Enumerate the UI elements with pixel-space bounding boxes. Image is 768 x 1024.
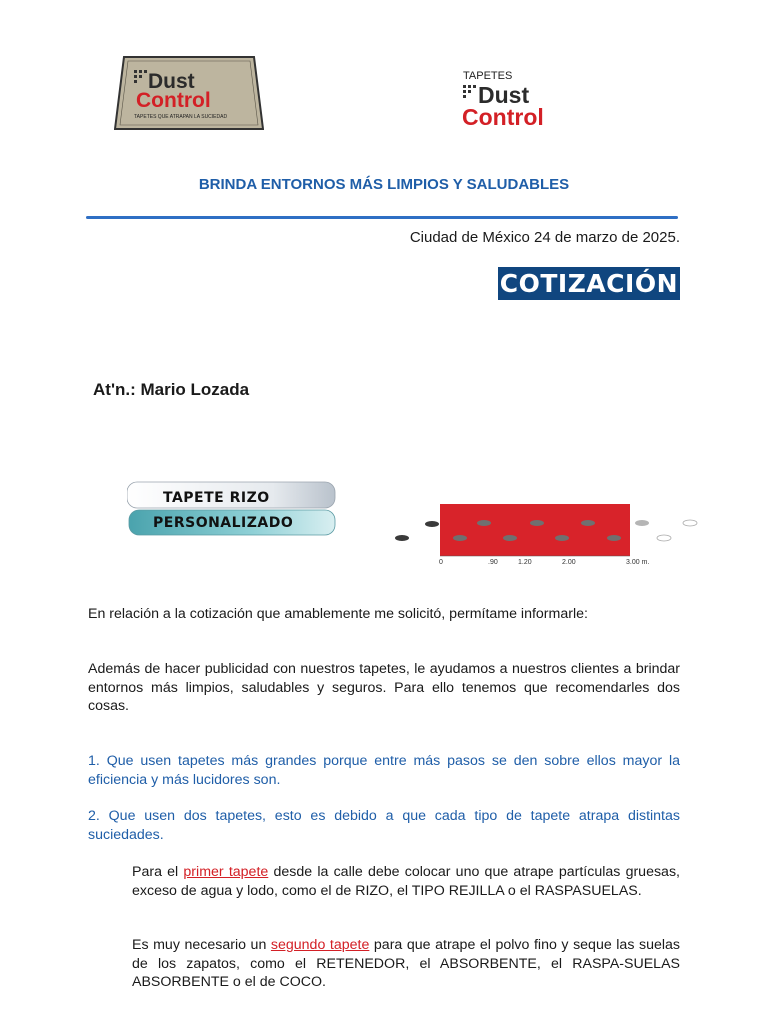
mat-footsteps-diagram: [392, 498, 704, 570]
svg-text:TAPETES: TAPETES: [463, 70, 513, 82]
document-type-badge: COTIZACIÓN: [499, 269, 678, 298]
document-date: Ciudad de México 24 de marzo de 2025.: [409, 229, 680, 246]
recommendation-1: 1. Que usen tapetes más grandes porque entre más pasos se den sobre ellos mayor la eficiencia y más lucidores son.: [88, 753, 680, 788]
svg-text:Control: Control: [136, 89, 211, 112]
first-mat-paragraph: Para el primer tapete desde la calle debe colocar uno que atrape partículas gruesas, exceso de agua y lodo, como el de RIZO, el TIPO REJILLA o el RASPASUELAS.: [132, 864, 680, 899]
intro-paragraph: En relación a la cotización que amablemente me solicitó, permítame informarle:: [88, 606, 588, 622]
svg-text:Dust: Dust: [148, 70, 195, 93]
svg-text:3.00 m.: 3.00 m.: [626, 559, 650, 566]
tapetes-dust-control-logo: [460, 68, 580, 130]
headline: BRINDA ENTORNOS MÁS LIMPIOS Y SALUDABLES: [198, 176, 570, 193]
product-banner: [127, 480, 339, 538]
svg-text:0: 0: [439, 559, 443, 566]
recommendation-2: 2. Que usen dos tapetes, esto es debido a que cada tipo de tapete atrapa distintas suciedades.: [88, 808, 680, 843]
svg-text:Control: Control: [462, 104, 544, 130]
svg-text:Dust: Dust: [478, 82, 530, 108]
svg-text:.90: .90: [488, 559, 498, 566]
paragraph-benefits: Además de hacer publicidad con nuestros tapetes, le ayudamos a nuestros clientes a brindar entornos más limpios, saludables y seguros. Para ello tenemos que recomendarles dos cosas.: [88, 661, 680, 714]
svg-text:PERSONALIZADO: PERSONALIZADO: [153, 515, 294, 531]
svg-text:TAPETE RIZO: TAPETE RIZO: [163, 490, 270, 506]
svg-text:2.00: 2.00: [562, 559, 576, 566]
svg-text:TAPETES QUE ATRAPAN LA SUCIEDA: TAPETES QUE ATRAPAN LA SUCIEDAD: [134, 114, 228, 120]
svg-text:1.20: 1.20: [518, 559, 532, 566]
recipient: At'n.: Mario Lozada: [93, 380, 250, 399]
second-mat-paragraph: Es muy necesario un segundo tapete para que atrape el polvo fino y seque las suelas de los zapatos, como el RETENEDOR, el ABSORBENTE, el RASPA-SUELAS ABSORBENTE o el de COCO.: [132, 937, 680, 990]
header-divider: [86, 216, 678, 219]
first-mat-link[interactable]: primer tapete: [183, 864, 269, 880]
dust-control-logo: [114, 56, 264, 130]
second-mat-link[interactable]: segundo tapete: [270, 937, 370, 953]
